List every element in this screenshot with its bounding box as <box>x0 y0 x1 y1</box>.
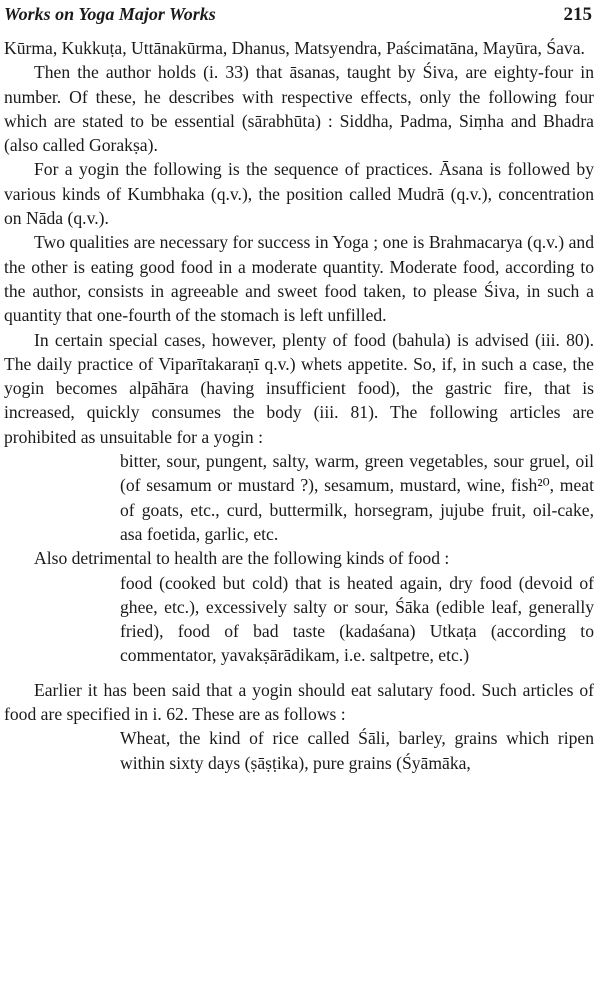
block-salutary-foods: Wheat, the kind of rice called Śāli, barley, grains which ripen within sixty days (ṣāṣṭika), pure grains (Śyāmāka, <box>120 728 594 773</box>
running-head <box>4 0 594 36</box>
block-detrimental-foods: food (cooked but cold) that is heated again, dry food (devoid of ghee, etc.), excessively salty or sour, Śāka (edible leaf, generally fried), food of bad taste (kadaśana) Utkaṭa (according to commentator, yavakṣārādikam, i.e. saltpetre, etc.) <box>120 572 594 666</box>
paragraph-special-cases: In certain special cases, however, plenty of food (bahula) is advised (iii. 80). The daily practice of Viparītakaraṇī q.v.) whets appetite. So, if, in such a case, the yogin becomes alpāhāra (having insufficient food), the gastric fire, that is increased, quickly consumes the body (iii. 81). The following articles are prohibited as unsuitable for a yogin : <box>4 329 594 447</box>
paragraph-eighty-four-asanas: Then the author holds (i. 33) that āsanas, taught by Śiva, are eighty-four in number. Of these, he describes with respective effects, only the following four which are stated to be essential (sārabhūta) : Siddha, Padma, Siṃha and Bhadra (also called Gorakṣa). <box>4 62 594 156</box>
page-number: 215 <box>563 4 592 25</box>
paragraph-salutary-food: Earlier it has been said that a yogin should eat salutary food. Such articles of food are specified in i. 62. These are as follows : <box>4 679 594 725</box>
paragraph-sequence-of-practices: For a yogin the following is the sequence of practices. Āsana is followed by various kinds of Kumbhaka (q.v.), the position called Mudrā (q.v.), concentration on Nāda (q.v.). <box>4 159 594 229</box>
block-prohibited-foods: bitter, sour, pungent, salty, warm, green vegetables, sour gruel, oil (of sesamum or mustard ?), sesamum, mustard, wine, fish²⁰, meat of goats, etc., curd, buttermilk, horsegram, jujube fruit, oil-cake, asa foetida, garlic, etc. <box>120 451 594 544</box>
paragraph-asana-list-continued: Kūrma, Kukkuṭa, Uttānakūrma, Dhanus, Matsyendra, Paścimatāna, Mayūra, Śava. <box>4 38 585 58</box>
body-text <box>4 36 594 775</box>
paragraph-detrimental-intro: Also detrimental to health are the following kinds of food : <box>34 548 450 569</box>
paragraph-two-qualities: Two qualities are necessary for success in Yoga ; one is Brahmacarya (q.v.) and the other is eating good food in a moderate quantity. Moderate food, according to the author, consists in agreeable and sweet food taken, to please Śiva, in such a quantity that one-fourth of the stomach is left unfilled. <box>4 232 594 326</box>
running-title: Works on Yoga Major Works <box>4 4 216 24</box>
